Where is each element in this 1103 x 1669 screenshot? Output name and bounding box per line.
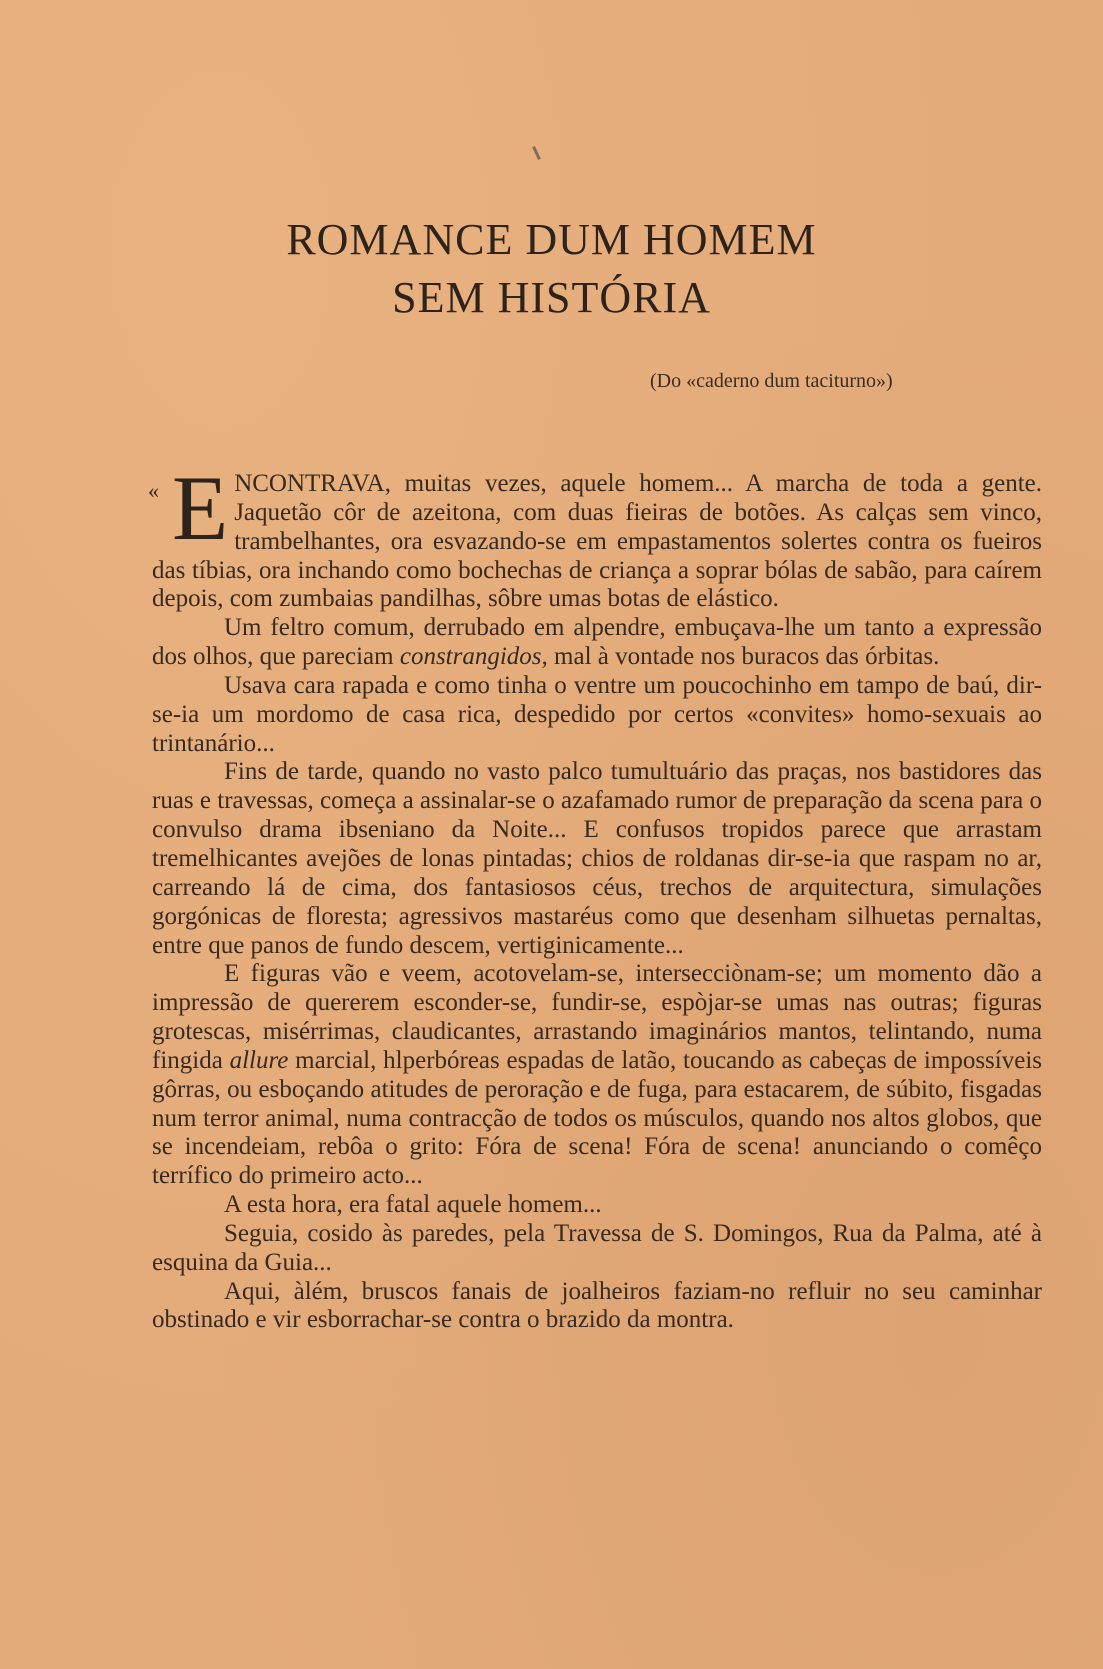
paper-blemish bbox=[532, 146, 541, 160]
paragraph-6: A esta hora, era fatal aquele homem... bbox=[224, 1191, 602, 1219]
paragraph-4: Fins de tarde, quando no vasto palco tumultuário das praças, nos bastidores das ruas e travessas, começa a assinalar-se o azafamado rumor de preparação da scena para o convulso drama ibseniano da Noite... E confusos tropidos parece que arrastam tremelhicantes avejões de lonas pintadas; chios de roldanas dir-se-ia que raspam no ar, carreando lá de cima, dos fantasiosos céus, trechos de arquitectura, simulações gorgónicas de floresta; agressivos mastaréus como que desenham silhuetas pernaltas, entre que panos de fundo descem, vertiginicamente... bbox=[152, 758, 1042, 959]
paragraph-2 bbox=[152, 614, 1042, 672]
paragraph-5-italic: allure bbox=[229, 1046, 289, 1074]
title-line-2: SEM HISTÓRIA bbox=[392, 273, 711, 322]
paragraph-2-text-b: mal à vontade nos buracos das órbitas. bbox=[547, 643, 940, 671]
title-line-1: ROMANCE DUM HOMEM bbox=[286, 215, 817, 264]
subtitle: (Do «caderno dum taciturno») bbox=[650, 370, 893, 392]
paragraph-1-text: NCONTRAVA, muitas vezes, aquele homem... A marcha de toda a gente. Jaquetão côr de azeitona, com duas fieiras de botões. As calças sem vinco, trambelhantes, ora esvazando-se em empastamentos solertes contra os fueiros das tíbias, ora inchando como bochechas de criança a soprar bólas de sabão, para caírem depois, com zumbaias pandilhas, sôbre umas botas de elástico. bbox=[152, 470, 1042, 613]
paragraph-5 bbox=[152, 960, 1042, 1191]
paragraph-8: Aqui, àlém, bruscos fanais de joalheiros faziam-no refluir no seu caminhar obstinado e vir esborrachar-se contra o brazido da montra. bbox=[152, 1277, 1042, 1334]
opening-quote: « bbox=[148, 478, 159, 503]
paragraph-2-text-a: Um feltro comum, derrubado em alpendre, embuçava-lhe um tanto a expressão dos olhos, que pareciam bbox=[152, 614, 1042, 671]
dropcap-block bbox=[148, 457, 229, 559]
dropcap-letter: E bbox=[172, 457, 229, 559]
paragraph-1 bbox=[148, 457, 1042, 614]
paragraph-7: Seguia, cosido às paredes, pela Travessa de S. Domingos, Rua da Palma, até à esquina da Guia... bbox=[152, 1219, 1042, 1276]
paragraph-5-text-a: E figuras vão e veem, acotovelam-se, intersecciònam-se; um momento dão a impressão de quererem esconder-se, fundir-se, espòjar-se umas nas outras; figuras grotescas, misérrimas, claudicantes, arrastando imaginários mantos, telintando, numa fingida bbox=[152, 960, 1042, 1074]
body-text bbox=[148, 457, 1042, 1335]
paragraph-5-text-b: marcial, hlperbóreas espadas de latão, toucando as cabeças de impossíveis gôrras, ou esboçando atitudes de peroração e de fuga, para estacarem, de súbito, fisgadas num terror animal, numa contracção de todos os músculos, quando nos altos globos, que se incendeiam, rebôa o grito: Fóra de scena! Fóra de scena! anunciando o comêço terrífico do primeiro acto... bbox=[152, 1046, 1042, 1190]
paragraph-3: Usava cara rapada e como tinha o ventre um poucochinho em tampo de baú, dir-se-ia um mordomo de casa rica, despedido por certos «convites» homo-sexuais ao trintanário... bbox=[152, 671, 1042, 757]
paragraph-2-italic: constrangidos, bbox=[399, 643, 548, 671]
